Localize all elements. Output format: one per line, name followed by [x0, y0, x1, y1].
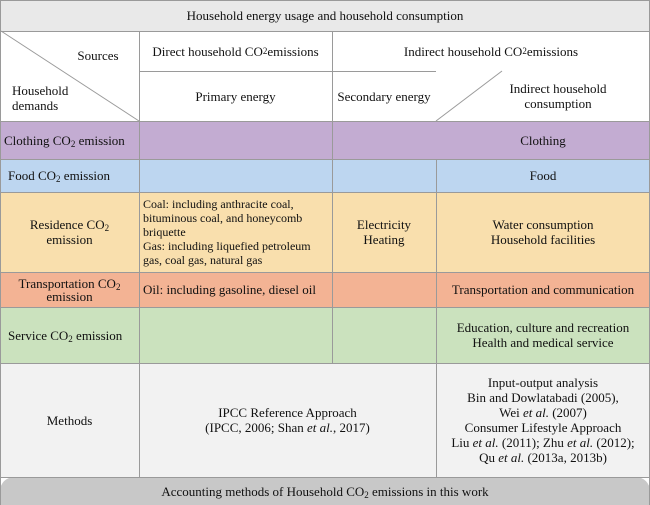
- header-primary-energy: Primary energy: [195, 88, 276, 104]
- corner-diagonal: [1, 31, 139, 121]
- row-transportation-primary: Oil: including gasoline, diesel oil: [143, 282, 316, 297]
- methods-label: Methods: [46, 412, 93, 428]
- io-ref-2: Wei et al. (2007): [499, 405, 587, 420]
- row-food-consumption: Food: [529, 168, 557, 183]
- header-sources: Sources: [77, 47, 119, 63]
- row-residence-secondary: Electricity Heating: [356, 217, 412, 247]
- row-service-consumption: Education, culture and recreation Health and medical service: [456, 320, 630, 350]
- indirect-consumption-diagonal: [436, 71, 502, 121]
- row-residence-primary: Coal: including anthracite coal, bituminous coal, and honeycomb briquette Gas: including liquefied petroleum gas, coal gas, natural gas: [143, 197, 311, 267]
- header-indirect-emissions: Indirect household CO 2 emissions: [403, 43, 579, 59]
- table-title: Household energy usage and household consumption: [0, 0, 650, 31]
- row-service-label: Service $CO_2$ emission: [8, 327, 123, 344]
- row-clothing-consumption: Clothing: [520, 132, 566, 148]
- header-direct-emissions: Direct household CO 2 emissions: [152, 43, 319, 59]
- cla-title: Consumer Lifestyle Approach: [464, 420, 622, 435]
- row-residence-consumption: Water consumption Household facilities: [490, 217, 596, 247]
- io-ref-1: Bin and Dowlatabadi (2005),: [467, 390, 619, 405]
- cla-ref-1: Liu et al. (2011); Zhu et al. (2012);: [451, 435, 635, 450]
- cla-ref-2: Qu et al. (2013a, 2013b): [479, 450, 607, 465]
- methods-direct-title: IPCC Reference Approach: [218, 405, 357, 420]
- table-footer: Accounting methods of Household $CO_2$ emissions in this work: [0, 477, 650, 505]
- methods-direct-refs: (IPCC, 2006; Shan et al., 2017): [205, 420, 370, 435]
- header-secondary-energy: Secondary energy: [337, 88, 431, 104]
- row-residence-label: Residence $CO_2$ emission: [29, 217, 110, 247]
- header-indirect-consumption: Indirect household consumption: [509, 81, 607, 111]
- row-transportation-label: Transportation $CO_2$ emission: [18, 275, 121, 304]
- row-clothing-label: Clothing $CO_2$ emission: [4, 132, 125, 149]
- row-transportation-consumption: Transportation and communication: [451, 282, 635, 297]
- io-title: Input-output analysis: [487, 375, 599, 390]
- header-household-demands: Household demands: [12, 83, 69, 113]
- row-food-label: Food $CO_2$ emission: [8, 168, 111, 184]
